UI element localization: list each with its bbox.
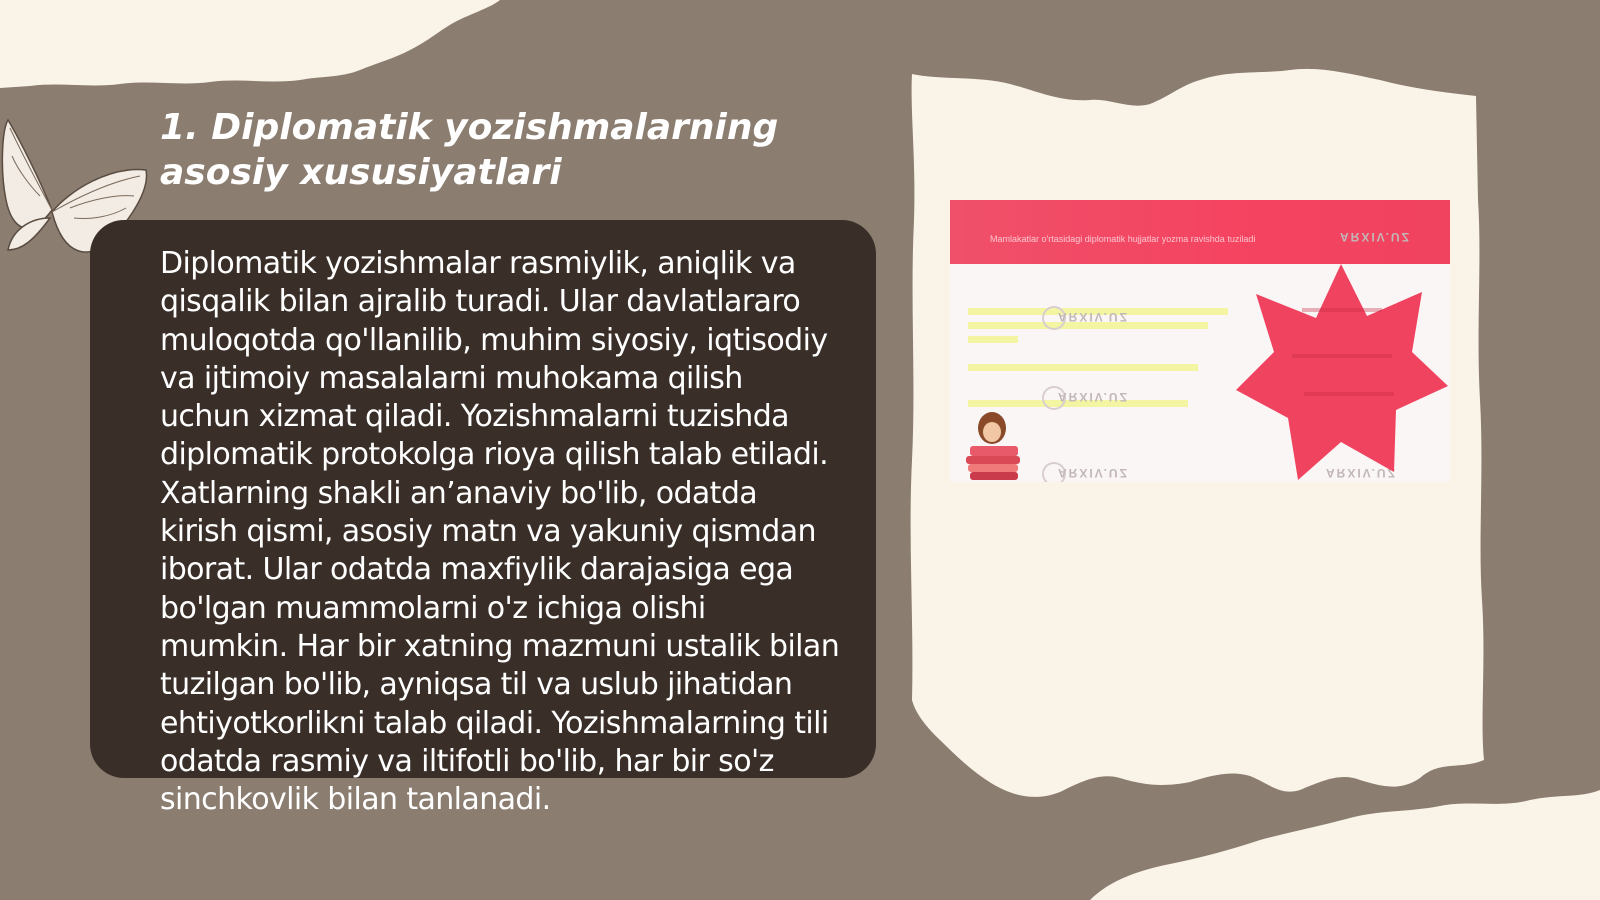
highlight-line [968,336,1018,343]
watermark: ARXIV.UZ [1058,390,1129,404]
watermark: ARXIV.UZ [1326,466,1397,480]
embedded-figure [950,200,1450,482]
star-icon [1232,262,1450,482]
watermark: ARXIV.UZ [1340,230,1411,244]
slide-title: 1. Diplomatik yozishmalarning asosiy xususiyatlari [160,107,779,193]
torn-paper-top-left [0,0,500,88]
figure-banner-text: Mamlakatlar o'rtasidagi diplomatik hujjatlar yozma ravishda tuziladi [990,234,1256,244]
person-icon [962,408,1026,482]
watermark: ARXIV.UZ [1058,310,1129,324]
highlight-line [968,364,1198,371]
slide-body-text: Diplomatik yozishmalar rasmiylik, aniqlik va qisqalik bilan ajralib turadi. Ular davlatlararo muloqotda qo'llanilib, muhim siyosiy, iqtisodiy va ijtimoiy masalalarni muhokama qilish uchun xizmat qiladi. Yozishmalarni tuzishda diplomatik protokolga rioya qilish talab etiladi. Xatlarning shakli an’anaviy bo'lib, odatda kirish qismi, asosiy matn va yakuniy qismdan iborat. Ular odatda maxfiylik darajasiga ega bo'lgan muammolarni o'z ichiga olishi mumkin. Har bir xatning mazmuni ustalik bilan tuzilgan bo'lib, ayniqsa til va uslub jihatidan ehtiyotkorlikni talab qiladi. Yozishmalarning tili odatda rasmiy va iltifotli bo'lib, har bir so'z sinchkovlik bilan tanlanadi. [160,246,840,818]
watermark: ARXIV.UZ [1058,466,1129,480]
torn-paper-bottom-right [1090,790,1600,900]
